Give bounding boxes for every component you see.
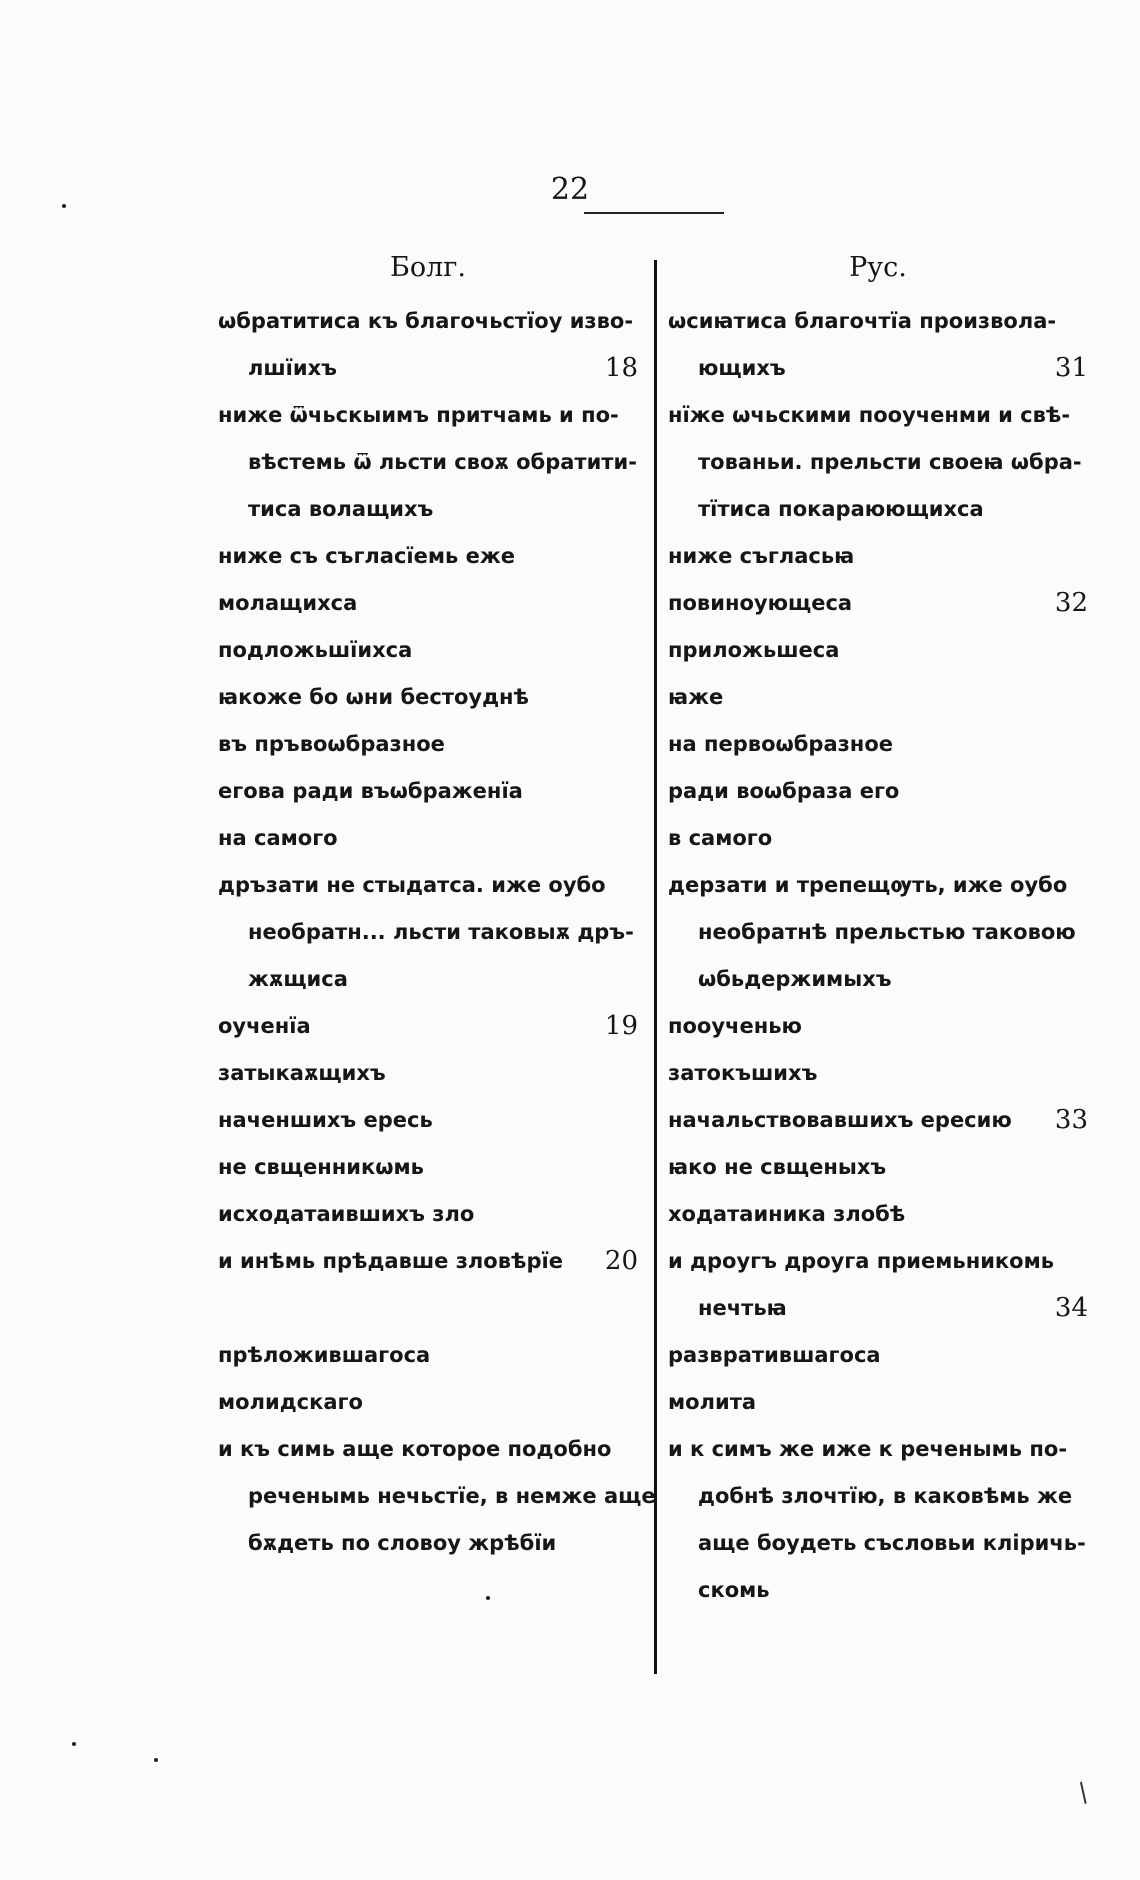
entry-line: реченымь нечьстїе, в немже аще xyxy=(248,1484,656,1508)
page-number-rule xyxy=(584,212,724,214)
entry-line: молита xyxy=(668,1390,757,1414)
entry-line: ниже съгласьꙗ xyxy=(668,544,855,568)
entry-line: затокъшихъ xyxy=(668,1061,818,1085)
right-entry xyxy=(668,768,1088,815)
entry-line: на первоѡбразное xyxy=(668,732,893,756)
entry-line: тованьи. прельсти своеꙗ ѡбра- xyxy=(698,450,1082,474)
right-entry xyxy=(668,392,1088,533)
ink-speck xyxy=(486,1596,490,1600)
entry-line: ѡбратитиса къ благочьстїоу изво- xyxy=(218,309,634,333)
left-entry xyxy=(218,392,638,533)
column-divider xyxy=(654,260,657,1674)
entry-line: молидскаго xyxy=(218,1390,363,1414)
entry-line: необратнѣ прельстью таковою xyxy=(698,920,1076,944)
left-entry xyxy=(218,1097,638,1144)
entry-line: развратившагоса xyxy=(668,1343,881,1367)
entry-line: скомь xyxy=(698,1578,770,1602)
left-entry xyxy=(218,1191,638,1238)
right-entry xyxy=(668,1379,1088,1426)
entry-line: и дроугъ дроуга приемьникомь xyxy=(668,1249,1055,1273)
entry-line: и инѣмь прѣдавше зловѣрїе xyxy=(218,1249,563,1273)
left-entry xyxy=(218,1332,638,1379)
right-entry xyxy=(668,1097,1088,1144)
right-entry xyxy=(668,298,1088,392)
ink-speck xyxy=(62,204,66,208)
right-entry xyxy=(668,1191,1088,1238)
page-number: 22 xyxy=(550,172,590,207)
entry-line: тиса волащихъ xyxy=(248,497,434,521)
left-entry xyxy=(218,862,638,1003)
entry-line: нечтьꙗ xyxy=(698,1296,787,1320)
right-entry xyxy=(668,1426,1088,1614)
entry-number: 33 xyxy=(1054,1105,1088,1135)
right-entry xyxy=(668,627,1088,674)
entry-line: прѣложившагоса xyxy=(218,1343,431,1367)
entry-line: ꙗкоже бо ѡни бестоуднѣ xyxy=(218,685,530,709)
right-entry xyxy=(668,1050,1088,1097)
entry-line: наченшихъ ересь xyxy=(218,1108,433,1132)
right-entry xyxy=(668,533,1088,580)
entry-number: 18 xyxy=(604,353,638,383)
entry-line: добнѣ злочтїю, в каковѣмь же xyxy=(698,1484,1073,1508)
left-column-heading: Болг. xyxy=(390,252,466,283)
entry-line: вѣстемь ѿ льсти своѫ обратити- xyxy=(248,450,637,474)
entry-line: пооученью xyxy=(668,1014,802,1038)
entry-line: подложьшїихса xyxy=(218,638,413,662)
left-entry xyxy=(218,1003,638,1050)
corner-pen-mark: / xyxy=(1072,1777,1095,1809)
right-column xyxy=(668,248,1088,1614)
left-entry xyxy=(218,1144,638,1191)
right-entry xyxy=(668,674,1088,721)
right-entry xyxy=(668,815,1088,862)
entry-line: аще боудеть съсловьи кліричь- xyxy=(698,1531,1086,1555)
entry-line: молащихса xyxy=(218,591,358,615)
left-entry xyxy=(218,627,638,674)
entry-line: повиноующеса xyxy=(668,591,853,615)
entry-line: ꙗко не свщеныхъ xyxy=(668,1155,887,1179)
left-entry xyxy=(218,768,638,815)
entry-line: ради воѡбраза его xyxy=(668,779,900,803)
entry-line: ходатаиника злобѣ xyxy=(668,1202,906,1226)
entry-line: затыкаѫщихъ xyxy=(218,1061,386,1085)
entry-number: 32 xyxy=(1054,588,1088,618)
right-entry xyxy=(668,862,1088,1003)
right-entry xyxy=(668,721,1088,768)
entry-number: 31 xyxy=(1054,353,1088,383)
entry-line: тїтиса покараюющихса xyxy=(698,497,984,521)
right-column-heading: Рус. xyxy=(849,252,907,283)
left-entry xyxy=(218,1379,638,1426)
entry-line: ющихъ xyxy=(698,356,786,380)
entry-line: оученїа xyxy=(218,1014,311,1038)
entry-line: лшїихъ xyxy=(248,356,337,380)
entry-line: необратн... льсти таковыѫ дръ- xyxy=(248,920,634,944)
left-entry xyxy=(218,674,638,721)
entry-line: дерзати и трепещѹть, иже оубо xyxy=(668,873,1068,897)
left-entry xyxy=(218,533,638,580)
left-entry xyxy=(218,1426,656,1567)
entry-number: 19 xyxy=(604,1011,638,1041)
entry-line: исходатаившихъ зло xyxy=(218,1202,475,1226)
right-entry xyxy=(668,1144,1088,1191)
entry-line: начальствовавшихъ ересию xyxy=(668,1108,1012,1132)
ink-speck xyxy=(154,1758,158,1762)
left-entry xyxy=(218,1050,638,1097)
left-entries xyxy=(218,298,656,1567)
entry-gap xyxy=(218,1285,638,1332)
entry-line: нїже ѡчьскими пооученми и свѣ- xyxy=(668,403,1071,427)
entry-line: ѡсиꙗтиса благочтїа произвола- xyxy=(668,309,1057,333)
left-column xyxy=(218,248,656,1567)
entry-line: приложьшеса xyxy=(668,638,840,662)
entry-line: въ пръвоѡбразное xyxy=(218,732,445,756)
left-entry xyxy=(218,298,638,392)
left-entry xyxy=(218,815,638,862)
entry-line: ꙗже xyxy=(668,685,724,709)
left-entry xyxy=(218,1238,638,1285)
entry-line: ниже съ съгласїемь еже xyxy=(218,544,515,568)
ink-speck xyxy=(72,1742,76,1746)
entry-line: на самого xyxy=(218,826,338,850)
entry-line: ѡбьдержимыхъ xyxy=(698,967,892,991)
left-entry xyxy=(218,580,638,627)
entry-line: не свщенникѡмь xyxy=(218,1155,424,1179)
entry-number: 34 xyxy=(1054,1293,1088,1323)
entry-line: ниже ѿчьскыимъ притчамь и по- xyxy=(218,403,619,427)
entry-line: жѫщиса xyxy=(248,967,348,991)
right-entry xyxy=(668,1003,1088,1050)
entry-line: и к симъ же иже к реченымь по- xyxy=(668,1437,1068,1461)
entry-line: дръзати не стыдатса. иже оубо xyxy=(218,873,606,897)
entry-line: и къ симь аще которое подобно xyxy=(218,1437,612,1461)
entry-line: егова ради въѡбраженїа xyxy=(218,779,523,803)
right-entry xyxy=(668,1238,1088,1332)
entry-line: бѫдеть по словоу жрѣбїи xyxy=(248,1531,557,1555)
right-entries xyxy=(668,298,1088,1614)
entry-number: 20 xyxy=(604,1246,638,1276)
left-entry xyxy=(218,721,638,768)
entry-line: в самого xyxy=(668,826,773,850)
right-entry xyxy=(668,1332,1088,1379)
right-entry xyxy=(668,580,1088,627)
